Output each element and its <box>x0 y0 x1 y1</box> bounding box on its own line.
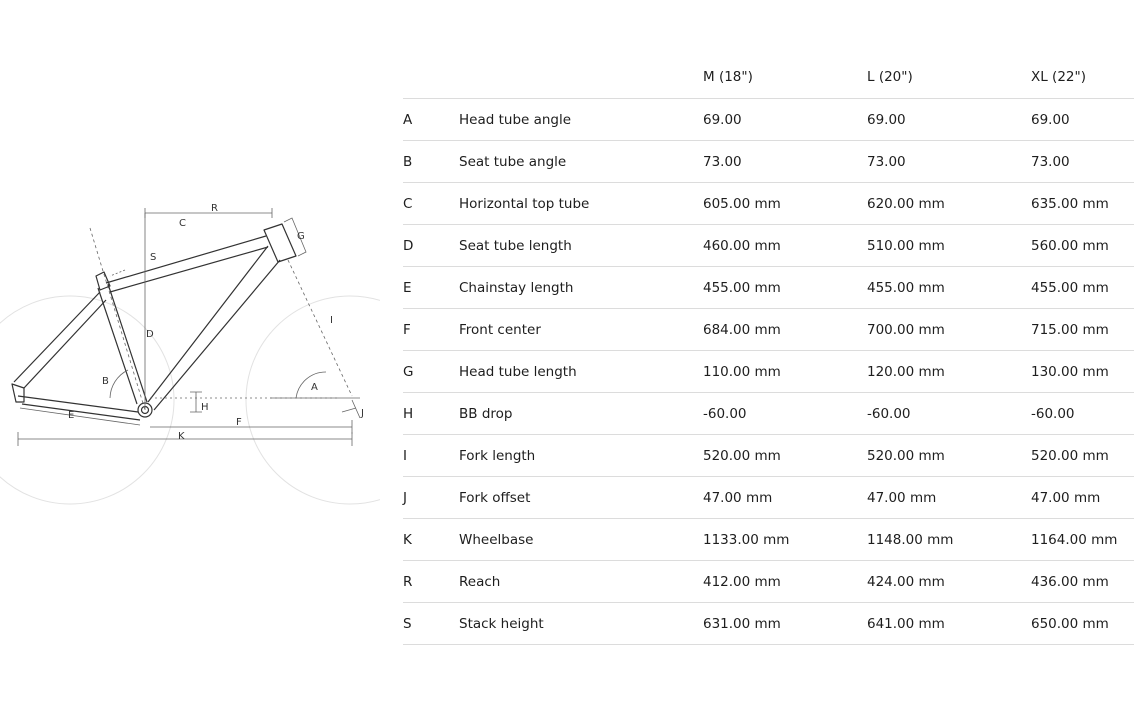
row-value-xl: 650.00 mm <box>1031 603 1134 645</box>
table-row <box>403 561 1134 603</box>
row-code: I <box>403 435 459 477</box>
row-measurement: Seat tube angle <box>459 141 703 183</box>
row-measurement: Stack height <box>459 603 703 645</box>
row-value-l: 520.00 mm <box>867 435 1031 477</box>
diagram-label-d: D <box>146 329 154 340</box>
row-value-m: 460.00 mm <box>703 225 867 267</box>
row-code: H <box>403 393 459 435</box>
row-value-xl: 73.00 <box>1031 141 1134 183</box>
row-value-m: 47.00 mm <box>703 477 867 519</box>
row-value-xl: -60.00 <box>1031 393 1134 435</box>
row-value-xl: 47.00 mm <box>1031 477 1134 519</box>
table-row <box>403 351 1134 393</box>
row-measurement: Head tube angle <box>459 99 703 141</box>
diagram-label-j: J <box>361 408 364 419</box>
row-value-m: 73.00 <box>703 141 867 183</box>
row-value-l: 455.00 mm <box>867 267 1031 309</box>
row-code: A <box>403 99 459 141</box>
table-row <box>403 519 1134 561</box>
diagram-label-k: K <box>178 431 185 442</box>
header-size-m: M (18") <box>703 56 867 99</box>
front-wheel <box>246 296 380 504</box>
row-code: S <box>403 603 459 645</box>
header-size-xl: XL (22") <box>1031 56 1134 99</box>
row-value-xl: 520.00 mm <box>1031 435 1134 477</box>
table-row <box>403 225 1134 267</box>
row-measurement: Front center <box>459 309 703 351</box>
row-value-m: 1133.00 mm <box>703 519 867 561</box>
row-code: C <box>403 183 459 225</box>
row-value-xl: 130.00 mm <box>1031 351 1134 393</box>
row-code: G <box>403 351 459 393</box>
row-value-l: -60.00 <box>867 393 1031 435</box>
row-value-l: 510.00 mm <box>867 225 1031 267</box>
row-value-xl: 436.00 mm <box>1031 561 1134 603</box>
row-value-l: 424.00 mm <box>867 561 1031 603</box>
table-row <box>403 477 1134 519</box>
diagram-label-f: F <box>236 417 242 428</box>
row-measurement: Horizontal top tube <box>459 183 703 225</box>
table-row <box>403 435 1134 477</box>
row-code: E <box>403 267 459 309</box>
row-measurement: Wheelbase <box>459 519 703 561</box>
table-row <box>403 309 1134 351</box>
row-value-xl: 69.00 <box>1031 99 1134 141</box>
row-code: D <box>403 225 459 267</box>
table-row <box>403 99 1134 141</box>
row-measurement: Fork offset <box>459 477 703 519</box>
row-value-m: 631.00 mm <box>703 603 867 645</box>
row-value-l: 120.00 mm <box>867 351 1031 393</box>
row-value-m: 69.00 <box>703 99 867 141</box>
row-value-l: 620.00 mm <box>867 183 1031 225</box>
row-value-m: 455.00 mm <box>703 267 867 309</box>
table-row <box>403 183 1134 225</box>
frame-geometry-diagram <box>0 180 380 520</box>
row-measurement: Fork length <box>459 435 703 477</box>
row-value-m: 520.00 mm <box>703 435 867 477</box>
row-value-l: 69.00 <box>867 99 1031 141</box>
diagram-label-c: C <box>179 218 186 229</box>
diagram-label-g: G <box>297 231 305 242</box>
row-value-l: 1148.00 mm <box>867 519 1031 561</box>
row-value-l: 641.00 mm <box>867 603 1031 645</box>
row-measurement: Seat tube length <box>459 225 703 267</box>
row-code: J <box>403 477 459 519</box>
header-size-l: L (20") <box>867 56 1031 99</box>
table-row <box>403 267 1134 309</box>
row-measurement: Reach <box>459 561 703 603</box>
diagram-label-e: E <box>68 410 75 421</box>
rear-wheel <box>0 296 174 504</box>
diagram-label-h: H <box>201 402 209 413</box>
row-value-l: 700.00 mm <box>867 309 1031 351</box>
diagram-label-s: S <box>150 252 157 263</box>
header-measurement <box>459 56 703 99</box>
row-value-m: 412.00 mm <box>703 561 867 603</box>
row-value-m: 684.00 mm <box>703 309 867 351</box>
row-value-xl: 1164.00 mm <box>1031 519 1134 561</box>
row-measurement: Chainstay length <box>459 267 703 309</box>
row-value-m: 110.00 mm <box>703 351 867 393</box>
row-value-l: 73.00 <box>867 141 1031 183</box>
diagram-label-i: I <box>330 315 333 326</box>
diagram-label-r: R <box>211 203 218 214</box>
row-value-m: -60.00 <box>703 393 867 435</box>
row-code: B <box>403 141 459 183</box>
diagram-label-a: A <box>311 382 318 393</box>
table-header-row <box>403 56 1134 99</box>
row-code: K <box>403 519 459 561</box>
geometry-table <box>403 56 1134 645</box>
table-row <box>403 393 1134 435</box>
row-code: F <box>403 309 459 351</box>
row-code: R <box>403 561 459 603</box>
diagram-label-b: B <box>102 376 109 387</box>
row-value-xl: 635.00 mm <box>1031 183 1134 225</box>
row-measurement: Head tube length <box>459 351 703 393</box>
row-value-m: 605.00 mm <box>703 183 867 225</box>
row-value-xl: 455.00 mm <box>1031 267 1134 309</box>
table-row <box>403 603 1134 645</box>
row-value-xl: 715.00 mm <box>1031 309 1134 351</box>
header-code <box>403 56 459 99</box>
row-measurement: BB drop <box>459 393 703 435</box>
table-row <box>403 141 1134 183</box>
row-value-xl: 560.00 mm <box>1031 225 1134 267</box>
row-value-l: 47.00 mm <box>867 477 1031 519</box>
